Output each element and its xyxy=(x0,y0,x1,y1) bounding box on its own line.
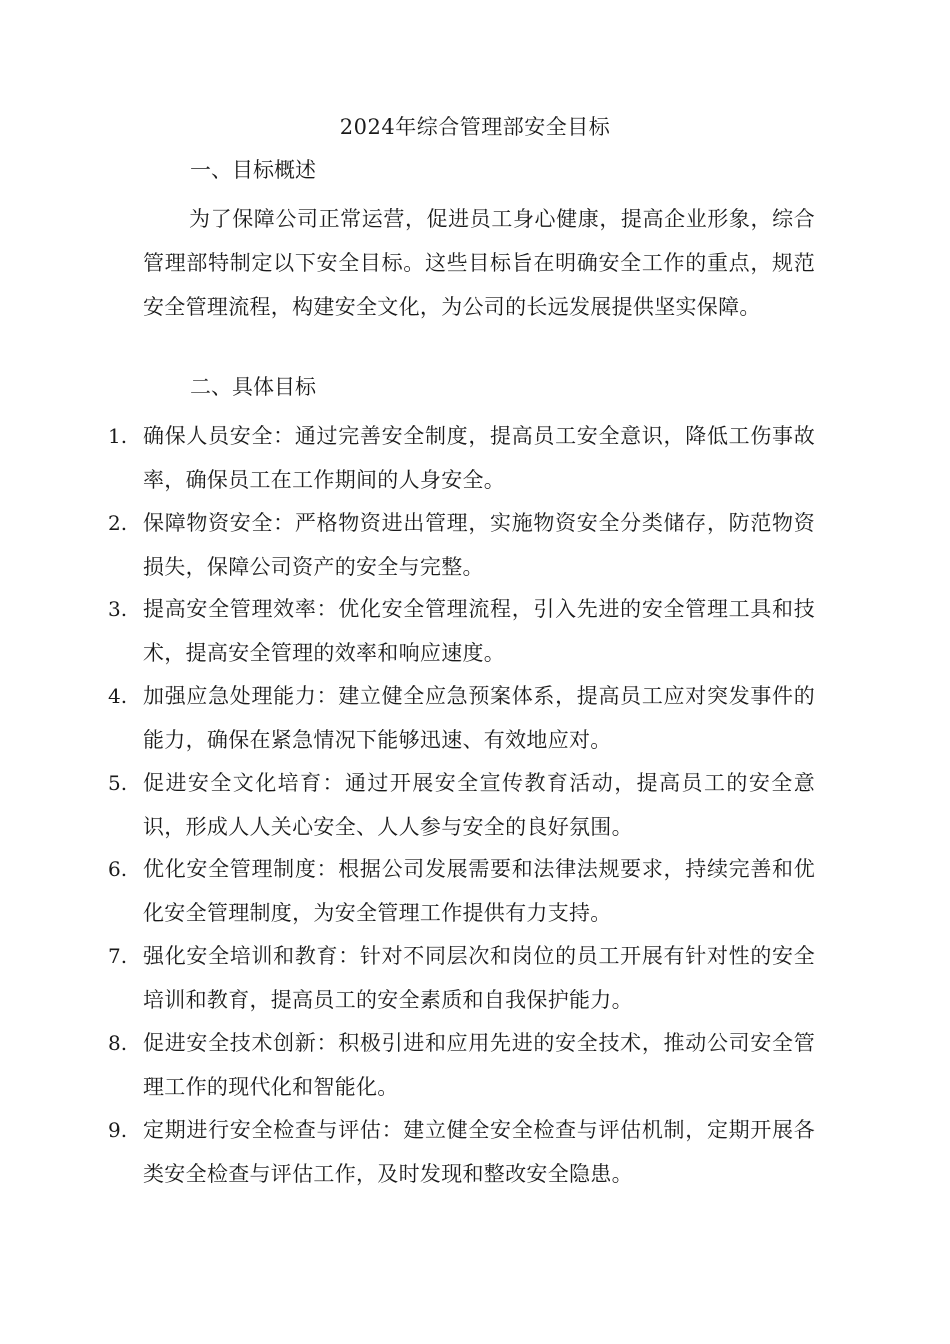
goal-text: 提高安全管理效率：优化安全管理流程，引入先进的安全管理工具和技术，提高安全管理的效率和响应速度。 xyxy=(143,597,815,666)
goals-list xyxy=(0,414,950,1194)
goal-text: 促进安全技术创新：积极引进和应用先进的安全技术，推动公司安全管理工作的现代化和智能化。 xyxy=(143,1030,815,1099)
goal-number: 2. xyxy=(108,510,128,535)
goal-text: 加强应急处理能力：建立健全应急预案体系，提高员工应对突发事件的能力，确保在紧急情况下能够迅速、有效地应对。 xyxy=(143,684,815,753)
goal-number: 9. xyxy=(108,1117,128,1142)
goal-number: 6. xyxy=(108,857,128,882)
document-title: 2024年综合管理部安全目标 xyxy=(339,115,611,139)
goal-number: 8. xyxy=(108,1030,128,1055)
goal-text: 定期进行安全检查与评估：建立健全安全检查与评估机制，定期开展各类安全检查与评估工作，及时发现和整改安全隐患。 xyxy=(143,1117,815,1186)
goal-number: 1. xyxy=(108,424,128,448)
goal-item xyxy=(0,847,950,934)
goal-number: 7. xyxy=(108,944,128,969)
goal-text: 保障物资安全：严格物资进出管理，实施物资安全分类储存，防范物资损失，保障公司资产的安全与完整。 xyxy=(143,510,815,579)
goal-item xyxy=(0,1108,950,1195)
goal-item xyxy=(0,934,950,1021)
section-heading-overview: 一、目标概述 xyxy=(190,158,316,182)
goal-number: 4. xyxy=(108,684,128,709)
goal-text: 促进安全文化培育：通过开展安全宣传教育活动，提高员工的安全意识，形成人人关心安全、人人参与安全的良好氛围。 xyxy=(143,770,815,839)
goal-item xyxy=(0,414,950,501)
goal-item xyxy=(0,674,950,761)
goal-item xyxy=(0,761,950,848)
goal-text: 确保人员安全：通过完善安全制度，提高员工安全意识，降低工伤事故率，确保员工在工作期间的人身安全。 xyxy=(143,424,815,492)
intro-paragraph: 为了保障公司正常运营，促进员工身心健康，提高企业形象，综合管理部特制定以下安全目标。这些目标旨在明确安全工作的重点，规范安全管理流程，构建安全文化，为公司的长远发展提供坚实保障。 xyxy=(143,207,815,319)
goal-item xyxy=(0,501,950,588)
goal-item xyxy=(0,587,950,674)
section-heading-specific-goals: 二、具体目标 xyxy=(190,375,316,399)
goal-text: 强化安全培训和教育：针对不同层次和岗位的员工开展有针对性的安全培训和教育，提高员工的安全素质和自我保护能力。 xyxy=(143,944,815,1013)
goal-number: 3. xyxy=(108,597,128,622)
goal-text: 优化安全管理制度：根据公司发展需要和法律法规要求，持续完善和优化安全管理制度，为安全管理工作提供有力支持。 xyxy=(143,857,815,926)
goal-number: 5. xyxy=(108,770,128,795)
goal-item xyxy=(0,1021,950,1108)
